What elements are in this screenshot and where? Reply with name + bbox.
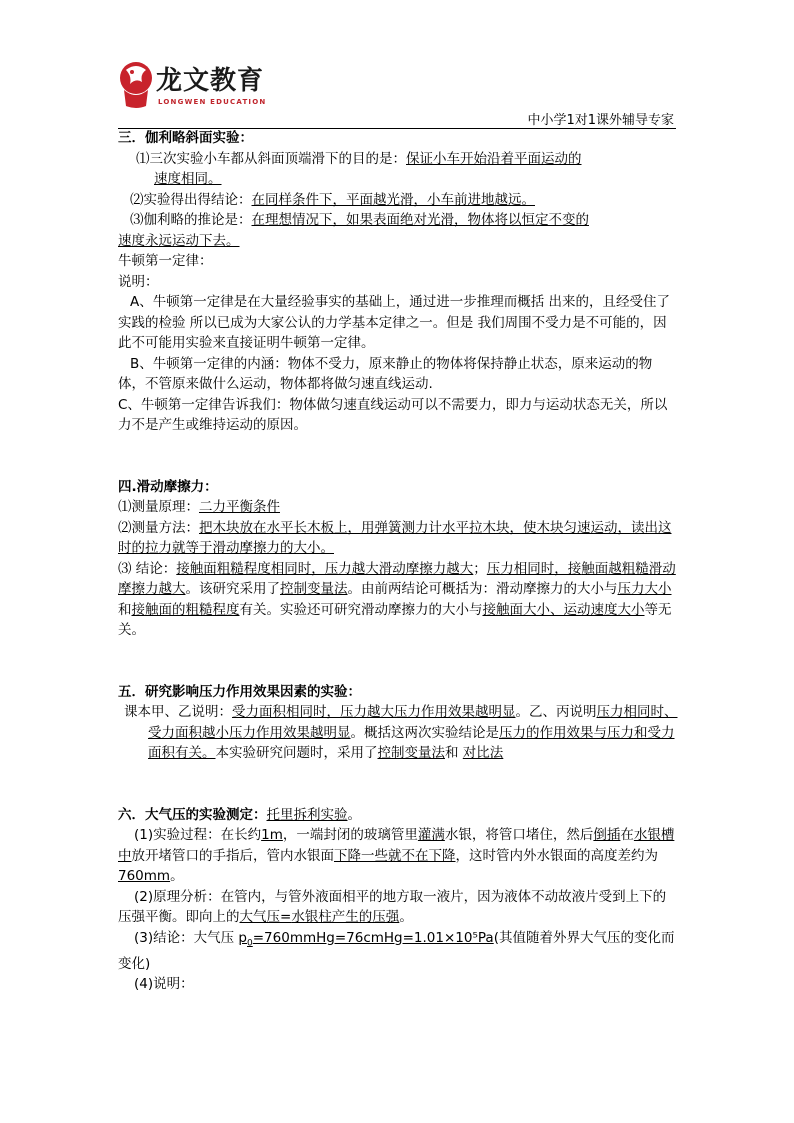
dragon-logo-icon	[118, 60, 154, 110]
section-4-item-1: ⑴测量原理：二力平衡条件	[118, 499, 280, 515]
section-3-item-1: ⑴三次实验小车都从斜面顶端滑下的目的是：保证小车开始沿着平面运动的 速度相同。	[136, 150, 582, 187]
newton-first-law-title: 牛顿第一定律：	[118, 253, 213, 269]
section-3-item-3: ⑶伽利略的推论是：在理想情况下，如果表面绝对光滑，物体将以恒定不变的	[130, 212, 589, 228]
note-c: C、牛顿第一定律告诉我们：物体做匀速直线运动可以不需要力，即力与运动状态无关，所以力不是产生或维持运动的原因。	[118, 396, 668, 433]
logo-subtext: LONGWEN EDUCATION	[158, 98, 267, 106]
section-6-title: 六．大气压的实验测定：托里拆利实验。	[118, 806, 361, 823]
section-4-item-2: ⑵测量方法：把木块放在水平长木板上，用弹簧测力计水平拉木块，使木块匀速运动，读出这时的拉力就等于滑动摩擦力的大小。	[118, 519, 672, 556]
section-4-item-3: ⑶ 结论：接触面粗糙程度相同时，压力越大滑动摩擦力越大；压力相同时，接触面越粗糙滑动摩擦力越大。该研究采用了控制变量法。由前两结论可概括为：滑动摩擦力的大小与压力大小和接触面的粗糙程度有关。实验还可研究滑动摩擦力的大小与接触面大小、运动速度大小等无关。	[118, 560, 676, 638]
section-3-item-3-cont: 速度永远运动下去。	[118, 232, 240, 249]
logo-text: 龙文教育	[156, 66, 265, 96]
section-3-item-2: ⑵实验得出得结论：在同样条件下，平面越光滑，小车前进地越远。	[130, 191, 535, 208]
section-5-body: 课本甲、乙说明：受力面积相同时，压力越大压力作用效果越明显。乙、丙说明压力相同时、受力面积越小压力作用效果越明显。概括这两次实验结论是压力的作用效果与压力和受力面积有关。本实验研究问题时，采用了控制变量法和 对比法	[124, 704, 678, 761]
section-6-item-4: (4)说明：	[134, 976, 194, 993]
section-6-item-2: (2)原理分析：在管内，与管外液面相平的地方取一液片，因为液体不动故液片受到上下的压强平衡。即向上的大气压=水银柱产生的压强。	[118, 888, 667, 925]
section-4-title: 四.滑动摩擦力：	[118, 478, 218, 495]
logo	[118, 60, 286, 118]
note-label: 说明：	[118, 273, 159, 290]
section-5-title: 五．研究影响压力作用效果因素的实验：	[118, 683, 361, 700]
document-body	[118, 128, 678, 995]
header-tagline: 中小学1对1课外辅导专家	[527, 113, 674, 128]
section-6-item-3: (3)结论：大气压 $p_0=760mmHg=76cmHg=1.01\times 10^5Pa$(其值随着外界大气压的变化而变化)	[118, 929, 675, 972]
section-6-item-1: (1)实验过程：在长约1m，一端封闭的玻璃管里灌满水银，将管口堵住，然后倒插在水银槽中放开堵管口的手指后，管内水银面下降一些就不在下降，这时管内外水银面的高度差约为760mm。	[118, 827, 675, 884]
note-a: A、牛顿第一定律是在大量经验事实的基础上，通过进一步推理而概括 出来的，且经受住了实践的检验 所以已成为大家公认的力学基本定律之一。但是 我们周围不受力是不可能的，因此不可能用实验来直接证明牛顿第一定律。	[118, 294, 671, 351]
note-b: B、牛顿第一定律的内涵：物体不受力，原来静止的物体将保持静止状态，原来运动的物体，不管原来做什么运动，物体都将做匀速直线运动.	[118, 355, 653, 392]
section-3-title: 三．伽利略斜面实验：	[118, 130, 253, 146]
